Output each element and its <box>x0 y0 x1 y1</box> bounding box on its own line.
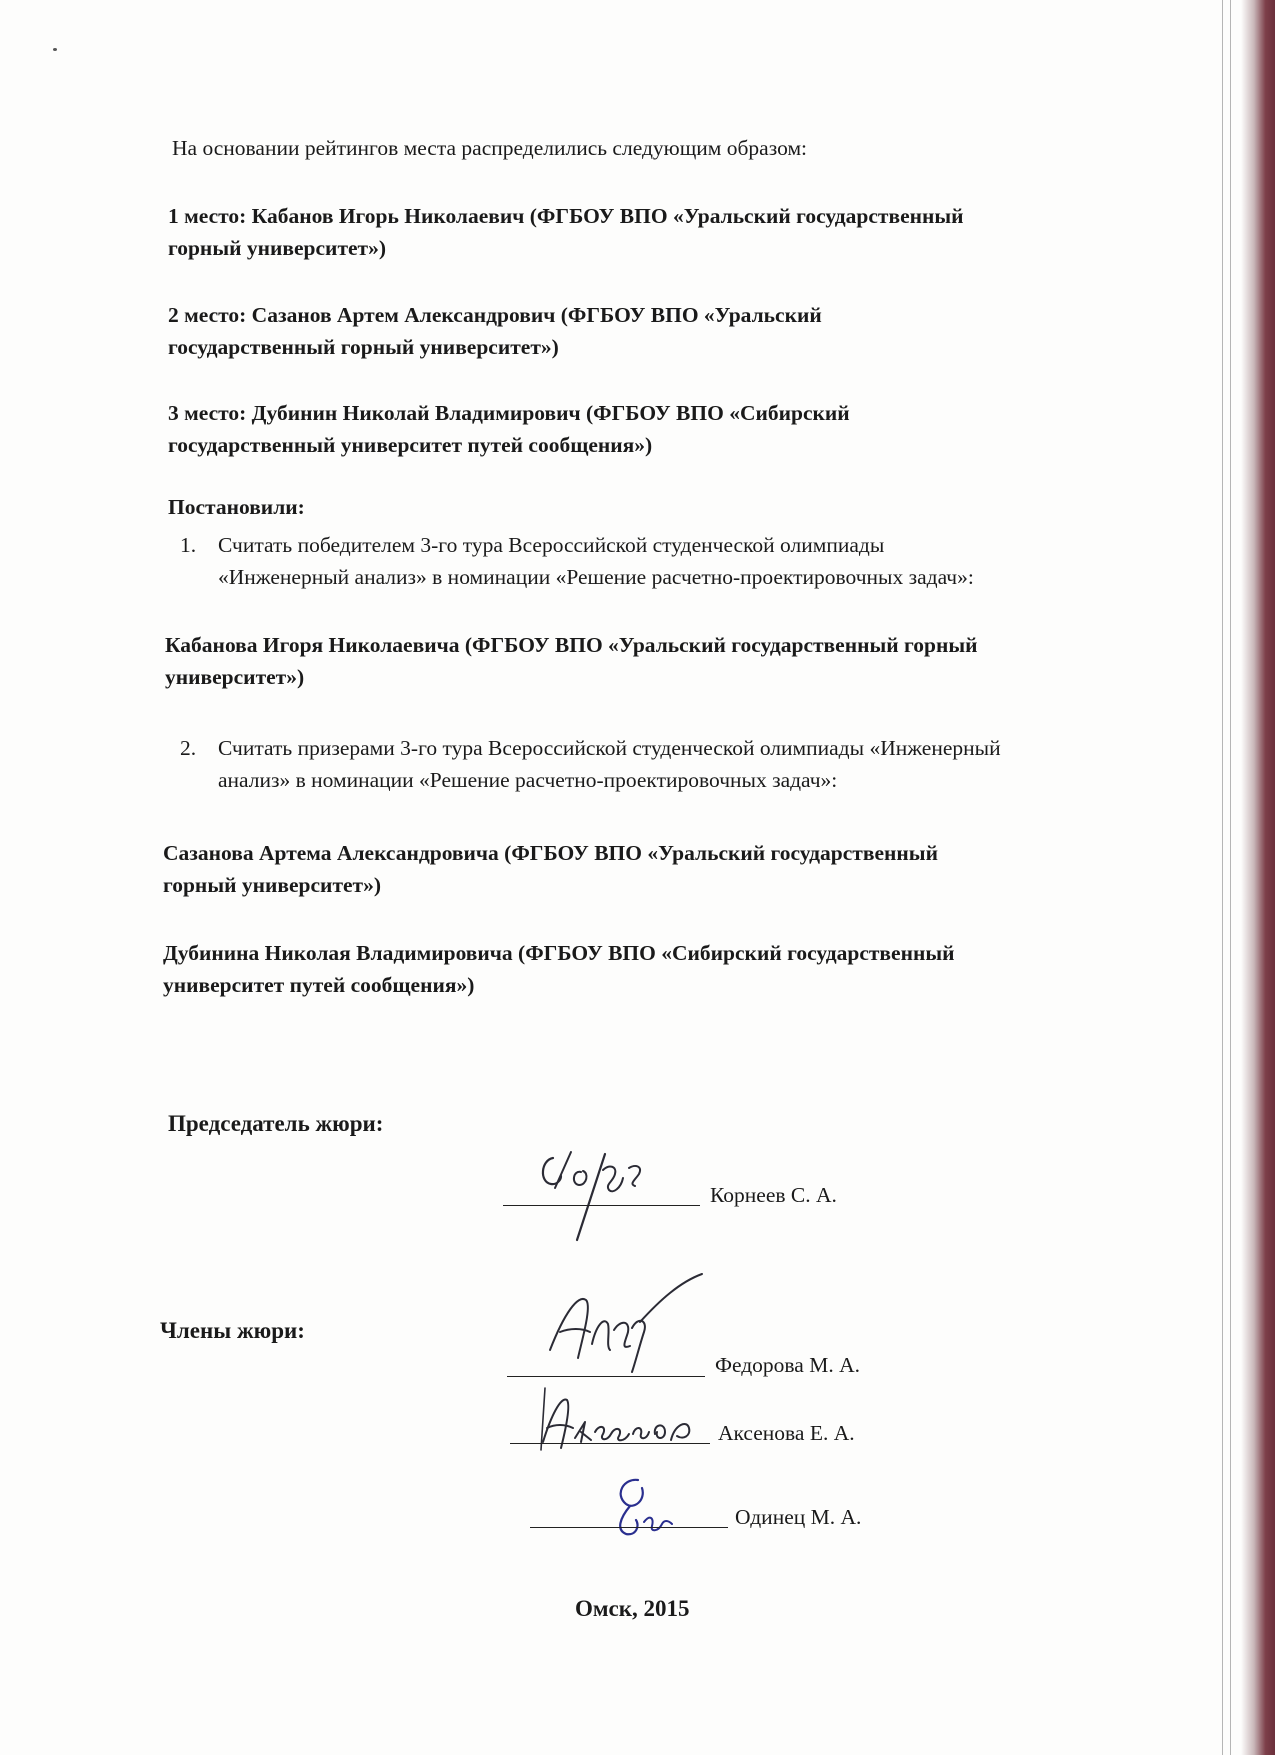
chairman-signature-line <box>503 1205 700 1206</box>
item-1-line-1: Считать победителем 3-го тура Всероссийской студенческой олимпиады <box>218 533 885 557</box>
place-1-line-1: 1 место: Кабанов Игорь Николаевич (ФГБОУ ВПО «Уральский государственный <box>168 204 964 228</box>
scan-edge-line <box>1222 0 1223 1755</box>
scan-speck <box>53 48 57 51</box>
intro-text: На основании рейтингов места распределились следующим образом: <box>172 136 808 160</box>
scan-edge-shadow <box>1241 0 1275 1755</box>
member-2-name: Аксенова Е. А. <box>718 1421 855 1445</box>
place-3-line-2: государственный университет путей сообщения») <box>168 433 653 457</box>
chairman-label: Председатель жюри: <box>168 1111 384 1136</box>
prizewinner-1-line-2: горный университет») <box>163 873 382 897</box>
winner-line-2: университет») <box>165 665 305 689</box>
member-2-signature <box>525 1380 725 1460</box>
member-3-signature <box>590 1470 710 1550</box>
place-and-year: Омск, 2015 <box>575 1596 690 1621</box>
chairman-name: Корнеев С. А. <box>710 1183 837 1207</box>
chairman-signature <box>505 1140 705 1250</box>
prizewinner-1-line-1: Сазанова Артема Александровича (ФГБОУ ВПО «Уральский государственный <box>163 841 938 865</box>
member-3-name: Одинец М. А. <box>735 1505 862 1529</box>
place-2-line-1: 2 место: Сазанов Артем Александрович (ФГБОУ ВПО «Уральский <box>168 303 822 327</box>
resolved-heading: Постановили: <box>168 495 305 519</box>
members-label: Члены жюри: <box>160 1318 305 1343</box>
item-2-line-1: Считать призерами 3-го тура Всероссийской студенческой олимпиады «Инженерный <box>218 736 1001 760</box>
item-2-line-2: анализ» в номинации «Решение расчетно-проектировочных задач»: <box>218 768 838 792</box>
place-2-line-2: государственный горный университет») <box>168 335 559 359</box>
scan-edge-line <box>1230 0 1231 1755</box>
winner-line-1: Кабанова Игоря Николаевича (ФГБОУ ВПО «Уральский государственный горный <box>165 633 978 657</box>
member-2-signature-line <box>510 1443 710 1444</box>
item-1-number: 1. <box>180 533 197 557</box>
member-1-signature <box>520 1270 720 1390</box>
member-1-signature-line <box>507 1376 705 1377</box>
item-2-number: 2. <box>180 736 197 760</box>
place-1-line-2: горный университет») <box>168 236 387 260</box>
prizewinner-2-line-1: Дубинина Николая Владимировича (ФГБОУ ВПО «Сибирский государственный <box>163 941 955 965</box>
prizewinner-2-line-2: университет путей сообщения») <box>163 973 475 997</box>
place-3-line-1: 3 место: Дубинин Николай Владимирович (ФГБОУ ВПО «Сибирский <box>168 401 850 425</box>
item-1-line-2: «Инженерный анализ» в номинации «Решение расчетно-проектировочных задач»: <box>218 565 974 589</box>
member-3-signature-line <box>530 1527 728 1528</box>
member-1-name: Федорова М. А. <box>715 1353 860 1377</box>
